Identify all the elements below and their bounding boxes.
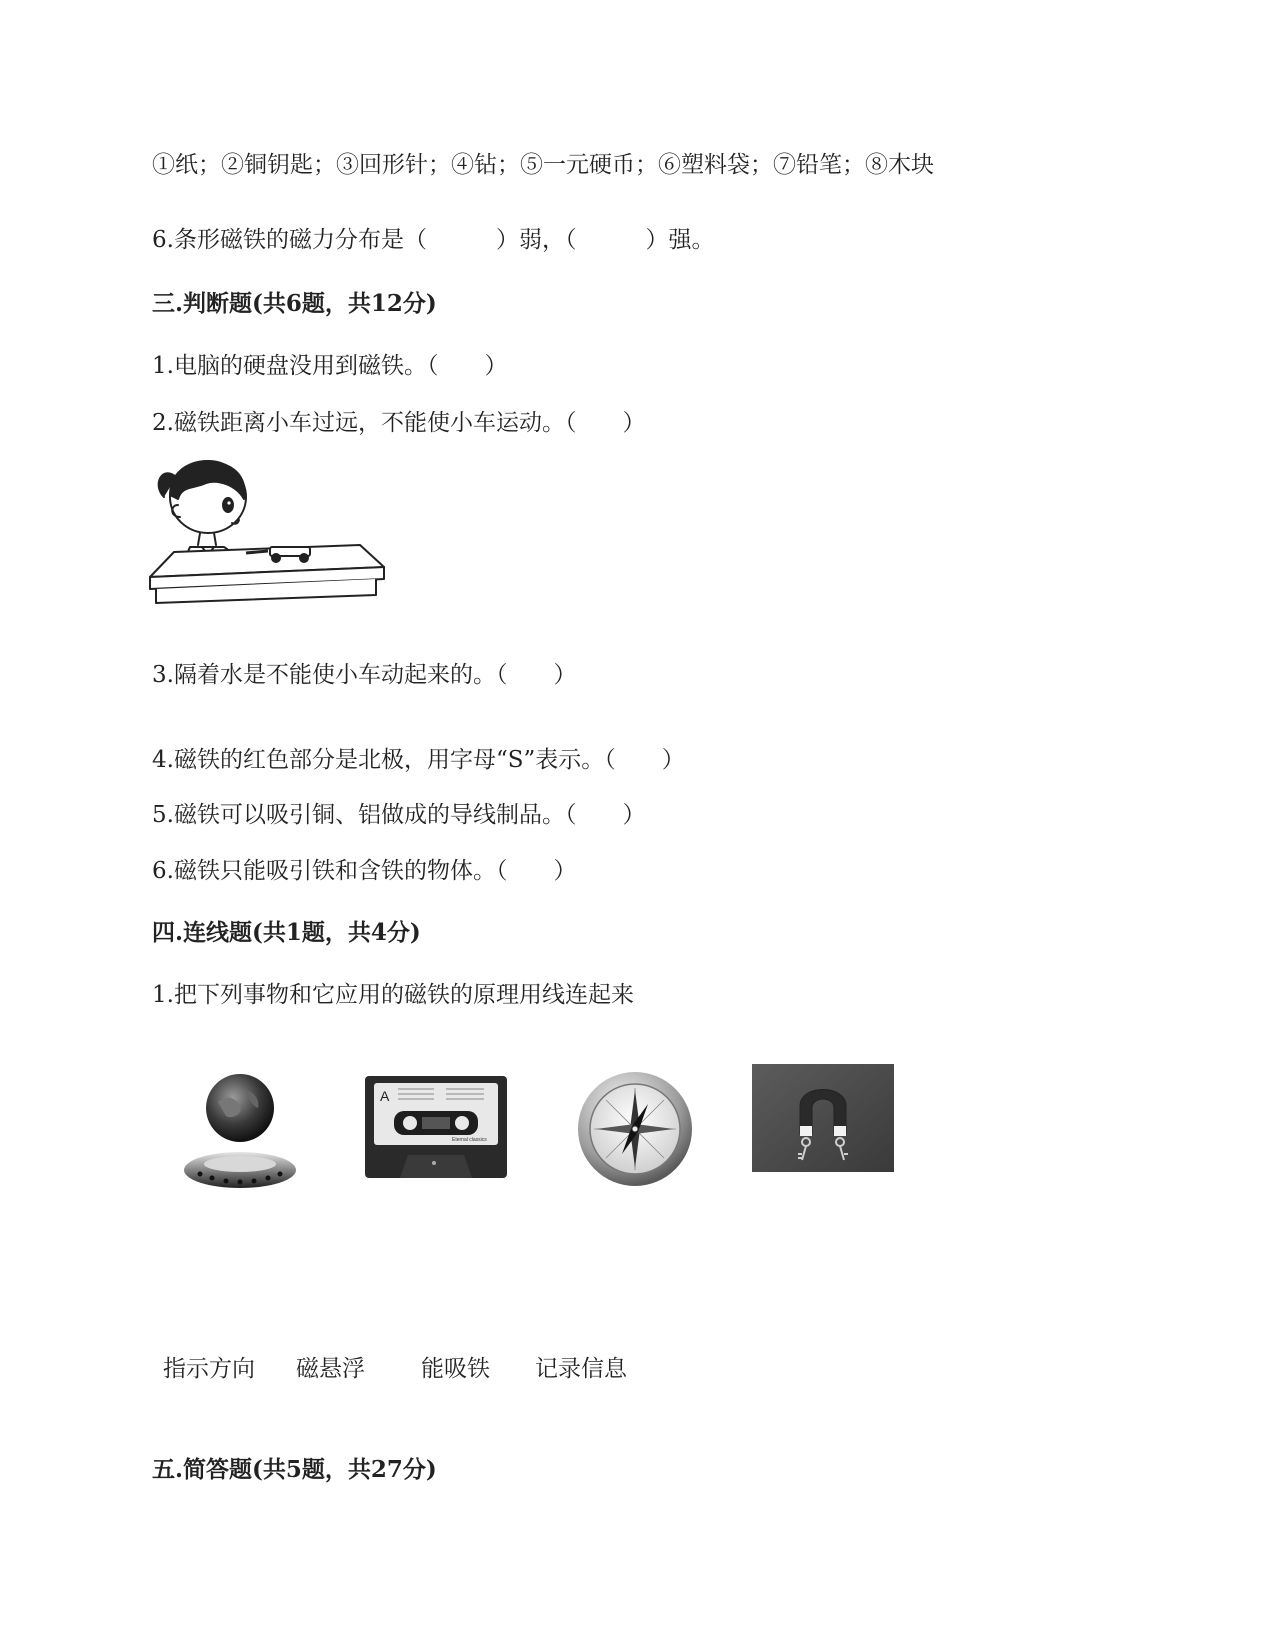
- matching-option-record-info: 记录信息: [535, 1356, 627, 1382]
- true-false-question-5: 5.磁铁可以吸引铜、铝做成的导线制品。（ ）: [152, 802, 646, 828]
- true-false-question-2: 2.磁铁距离小车过远，不能使小车运动。（ ）: [152, 410, 646, 436]
- matching-option-direction: 指示方向: [163, 1356, 255, 1382]
- matching-option-maglev: 磁悬浮: [296, 1356, 365, 1382]
- section-heading-matching: 四.连线题(共1题，共4分): [152, 919, 421, 946]
- compass-image: [576, 1070, 694, 1188]
- girl-with-car-illustration: [148, 455, 398, 630]
- cassette-brand-text: Eternal classics: [452, 1137, 487, 1143]
- section-heading-short-answer: 五.简答题(共5题，共27分): [152, 1456, 437, 1483]
- cassette-tape-image: [364, 1075, 508, 1179]
- true-false-question-4: 4.磁铁的红色部分是北极，用字母“S”表示。（ ）: [152, 747, 685, 773]
- fill-blank-items-list: ①纸；②铜钥匙；③回形针；④钻；⑤一元硬币；⑥塑料袋；⑦铅笔；⑧木块: [152, 152, 934, 178]
- matching-question-1: 1.把下列事物和它应用的磁铁的原理用线连起来: [152, 982, 634, 1008]
- true-false-question-6: 6.磁铁只能吸引铁和含铁的物体。（ ）: [152, 858, 577, 884]
- fill-blank-question-6: 6.条形磁铁的磁力分布是（ ）弱，（ ）强。: [152, 227, 715, 253]
- matching-option-attract-iron: 能吸铁: [421, 1356, 490, 1382]
- section-heading-true-false: 三.判断题(共6题，共12分): [152, 290, 437, 317]
- maglev-globe-image: [178, 1072, 302, 1196]
- true-false-question-1: 1.电脑的硬盘没用到磁铁。（ ）: [152, 353, 508, 379]
- true-false-question-3: 3.隔着水是不能使小车动起来的。（ ）: [152, 662, 577, 688]
- cassette-label-a: A: [380, 1088, 390, 1104]
- horseshoe-magnet-keys-image: [752, 1064, 894, 1172]
